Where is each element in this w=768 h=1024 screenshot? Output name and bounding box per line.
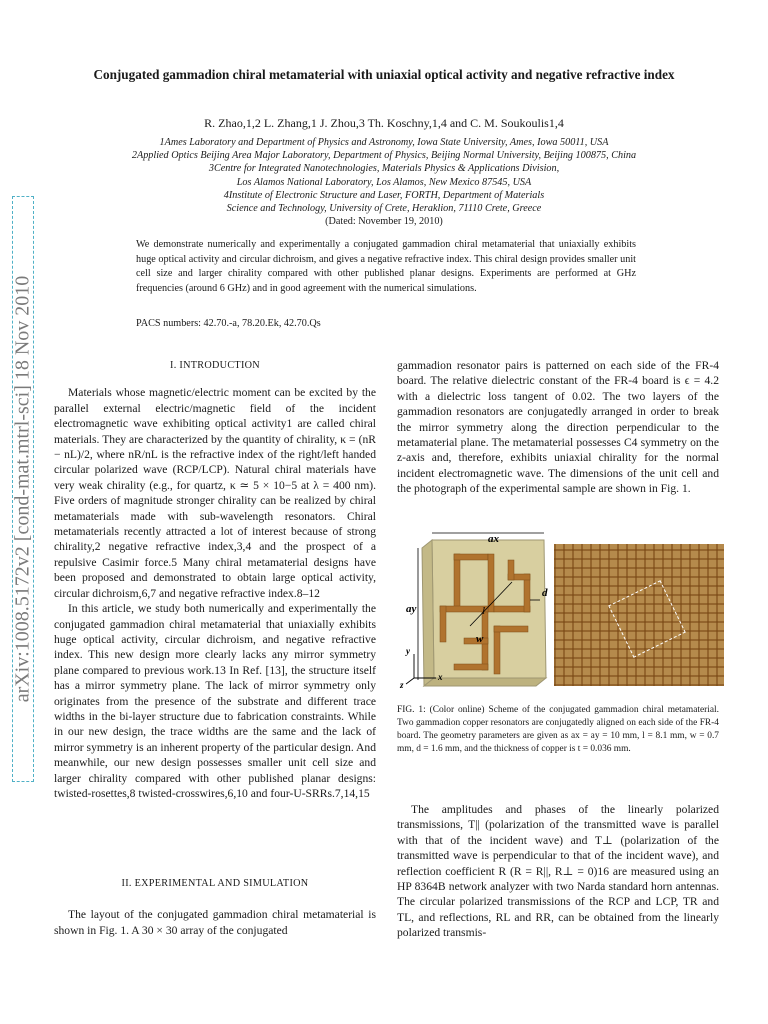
right-column-bottom: [397, 802, 719, 941]
right-column-top: [397, 358, 719, 497]
left-column-section-2: [54, 876, 376, 938]
abstract: We demonstrate numerically and experimentally a conjugated gammadion chiral metamaterial that uniaxially exhibits huge optical activity and circular dichroism, and gives a negative refractive index. This chiral design provides smaller unit cell size and larger chirality compared with other published planar designs. Experiments are performed at GHz frequencies (around 6 GHz) and in good agreement with the numerical simulations.: [136, 239, 636, 294]
affiliation-3b: Los Alamos National Laboratory, Los Alamos, New Mexico 87545, USA: [236, 176, 532, 188]
sample-photograph: [554, 544, 724, 686]
paper-title: Conjugated gammadion chiral metamaterial with uniaxial optical activity and negative refractive index: [93, 67, 675, 82]
left-column: [54, 358, 376, 801]
watermark-text: arXiv:1008.5172v2 [cond-mat.mtrl-sci] 18 Nov 2010: [11, 275, 34, 703]
arxiv-watermark: [6, 196, 40, 782]
label-l: l: [482, 605, 486, 617]
label-d: d: [542, 587, 548, 599]
affiliations: [70, 136, 698, 228]
label-ay: ay: [406, 603, 417, 615]
unit-cell-scheme: [400, 530, 558, 690]
author-list: R. Zhao,1,2 L. Zhang,1 J. Zhou,3 Th. Koschny,1,4 and C. M. Soukoulis1,4: [204, 116, 564, 130]
pacs-numbers: PACS numbers: 42.70.-a, 78.20.Ek, 42.70.Qs: [136, 318, 321, 329]
axis-y-label: y: [406, 646, 410, 656]
intro-paragraph-1: Materials whose magnetic/electric moment can be excited by the parallel external electric/magnetic field of the incident electromagnetic wave exhibiting optical activity1 are called chiral materials. They are characterized by the quantity of chirality, κ = (nR − nL)/2, where nR/nL is the refractive index of the right/left handed circular polarized wave (RCP/LCP). Natural chiral materials have very weak chirality (e.g., for quartz, κ ≃ 5 × 10−5 at λ = 400 nm). Five orders of magnitude stronger chirality can be realized by chiral metamaterials made with sub-wavelength resonators. Chiral metamaterials recently attracted a lot of interest because of strong chirality,2 negative refractive index,3,4 and the prospect of a repulsive Casimir force.5 Many chiral metamaterial designs have been proposed and demonstrated to obtain large optical activity, circular dichroism,6,7 and negative refractive index.8–12: [54, 386, 376, 600]
affiliation-1: 1Ames Laboratory and Department of Physics and Astronomy, Iowa State University, Ames, Iowa 50011, USA: [159, 137, 609, 148]
unit-cell-outline: [608, 580, 686, 658]
section-2-heading: II. EXPERIMENTAL AND SIMULATION: [121, 878, 309, 889]
affiliation-2: 2Applied Optics Beijing Area Major Laboratory, Department of Physics, Beijing Normal University, Beijing 100875, China: [131, 150, 637, 162]
label-ax: ax: [488, 533, 499, 545]
right-paragraph-1: gammadion resonator pairs is patterned on each side of the FR-4 board. The relative dielectric constant of the FR-4 board is ϵ = 4.2 with a dielectric loss tangent of 0.02. The two layers of the gammadion resonators are conjugatedly arranged in order to break the mirror symmetry along the direction perpendicular to the metamaterial plane. The metamaterial possesses C4 symmetry on the z-axis and, therefore, exhibits uniaxial chirality for the normal incident electromagnetic wave. The dimensions of the unit cell and the photograph of the experimental sample are shown in Fig. 1.: [397, 359, 719, 496]
intro-paragraph-2: In this article, we study both numerically and experimentally the conjugated gammadion chiral metamaterial that uniaxially exhibits huge optical activity, circular dichroism, and negative refractive index. This new design more clearly lacks any mirror symmetry plane compared to previous work.13 In Ref. [13], the structure itself has a mirror symmetry plane. The lack of mirror symmetry only originates from the presence of the substrate and different trace widths in the bi-layer structure due to fabrication constraints. While in our new design, the trace widths are the same and the lack of mirror symmetry is an inherent property of the particular design. And meanwhile, our new design possesses smaller unit cell size and larger chirality compared with other published planar designs: twisted-rosettes,8 twisted-crosswires,6,10 and four-U-SRRs.7,14,15: [54, 602, 376, 800]
affiliation-4: 4Institute of Electronic Structure and Laser, FORTH, Department of Materials: [223, 189, 545, 201]
affiliation-3: 3Centre for Integrated Nanotechnologies, Materials Physics & Applications Division,: [208, 163, 560, 175]
figure-1: [400, 530, 726, 690]
axis-x-label: x: [438, 672, 443, 682]
section-2-paragraph-1: The layout of the conjugated gammadion chiral metamaterial is shown in Fig. 1. A 30 × 30 array of the conjugated: [54, 908, 376, 937]
label-w: w: [476, 633, 484, 645]
right-paragraph-2: The amplitudes and phases of the linearly polarized transmissions, T|| (polarization of the transmitted wave is parallel with that of the incident wave) and T⊥ (polarization of the transmitted wave is perpendicular to that of the incident wave), and reflection coefficient R (R = R||, R⊥ = 0)16 are measured using an HP 8364B network analyzer with two Narda standard horn antennas. The circular polarized transmissions of the RCP and LCP, TR and TL, and reflections, RL and RR, can be obtained from the linearly polarized transmis-: [397, 803, 719, 940]
section-1-heading: I. INTRODUCTION: [170, 360, 260, 371]
figure-1-caption: FIG. 1: (Color online) Scheme of the conjugated gammadion chiral metamaterial. Two gammadion copper resonators are conjugatedly aligned on each side of the FR-4 board. The geometry parameters are given as ax = ay = 10 mm, l = 8.1 mm, w = 0.7 mm, d = 1.6 mm, and the thickness of copper is t = 0.036 mm.: [397, 705, 719, 754]
affiliation-4b: Science and Technology, University of Crete, Heraklion, 71110 Crete, Greece: [226, 203, 542, 215]
dated-line: (Dated: November 19, 2010): [325, 216, 443, 228]
axis-z-label: z: [400, 680, 404, 690]
